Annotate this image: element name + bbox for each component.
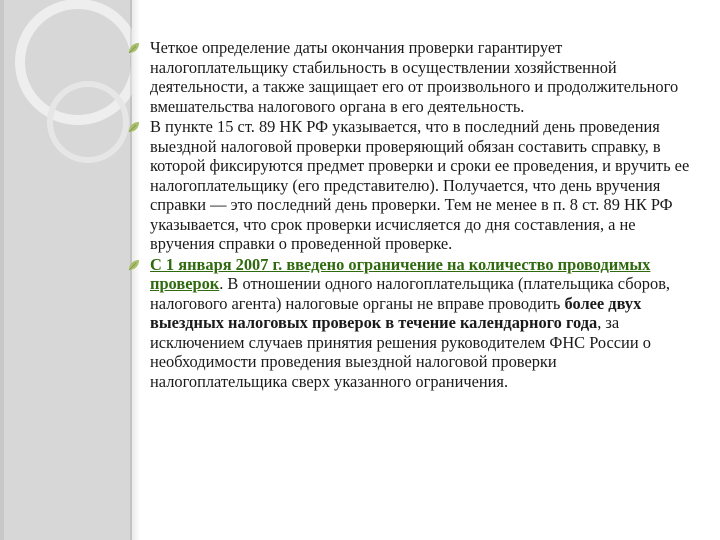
bullet-item-3	[128, 255, 694, 392]
bullet-text: Четкое определение даты окончания проверки гарантирует налогоплательщику стабильность в осуществлении хозяйственной деятельности, а также защищает его от произвольного и продолжительного вмешательства налогового органа в его деятельность.	[150, 38, 679, 116]
leaf-bullet-icon	[128, 259, 140, 271]
slide-content	[128, 38, 694, 391]
bullet-text-part1: . В отношении одного налогоплательщика (плательщика сборов, налогового агента) налоговые органы не вправе проводить	[150, 274, 671, 313]
highlighted-link-text[interactable]: С 1 января 2007 г. введено ограничение на количество проводимых проверок	[150, 254, 651, 293]
bold-emphasis-text: более двух выездных налоговых проверок в течение календарного года	[150, 293, 642, 332]
decorative-rings	[0, 0, 132, 540]
bullet-text: В пункте 15 ст. 89 НК РФ указывается, что в последний день проведения выездной налоговой проверки проверяющий обязан составить справку, в которой фиксируются предмет проверки и сроки ее проведения, и вручить ее налогоплательщику (его представителю). Получается, что день вручения справки — это последний день проверки. Тем не менее в п. 8 ст. 89 НК РФ указывается, что срок проверки исчисляется до дня составления, а не вручения справки о проведенной проверке.	[150, 117, 690, 253]
ring-large	[20, 4, 132, 120]
leaf-bullet-icon	[128, 42, 140, 54]
bullet-item-2	[128, 117, 694, 254]
bullet-item-1	[128, 38, 694, 116]
decorative-side-panel	[0, 0, 132, 540]
leaf-bullet-icon	[128, 121, 140, 133]
bullet-text-part2: , за исключением случаев принятия решения руководителем ФНС России о необходимости проведения выездной налоговой проверки налогоплательщика сверх указанного ограничения.	[150, 313, 651, 391]
